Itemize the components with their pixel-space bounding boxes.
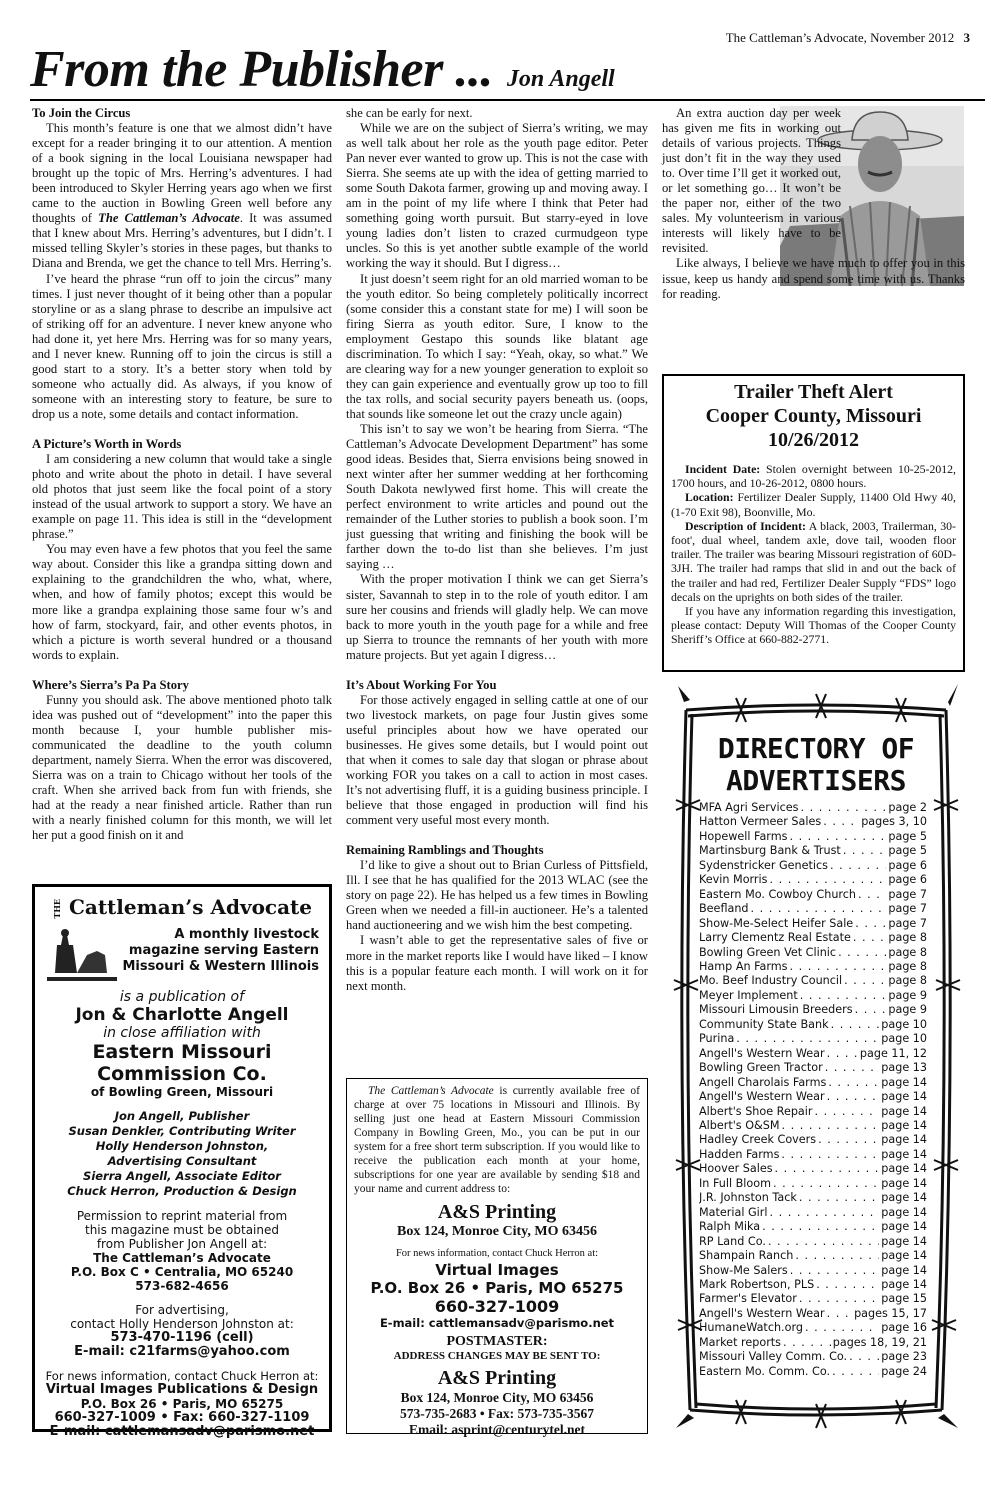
advertiser-name: Eastern Mo. Cowboy Church [699,887,857,901]
directory-list [699,801,927,1379]
advertiser-name: Material Girl [699,1205,768,1219]
leader-dots [827,1047,858,1061]
advertiser-name: Angell's Western Wear [699,1090,825,1104]
advertiser-page: page 2 [888,801,927,814]
directory-entry [699,1003,927,1017]
advertiser-page: page 7 [888,887,927,901]
section-heading: A Picture’s Worth in Words [32,436,182,451]
leader-dots [827,1307,852,1321]
advertiser-name: Hopewell Farms [699,829,788,843]
advertiser-name: Hamp An Farms [699,959,788,973]
leader-dots [781,1148,879,1162]
publication-line: The Cattleman’s Advocate, November 2012 [725,30,955,45]
paragraph: This isn’t to say we won’t be hearing from Sierra. “The Cattleman’s Advocate Development Department” has some good ideas. Besides that, Sierra envisions being snowed in next winter after her summer wedding at her forthcoming South Dakota newlywed first home. This will create the perfect environment to write articles and pound out the remainder of the Luther stories to publish a book soon. I’m just guessing that writing and finishing the book will be farther down the to-do list than she believes. I’m just saying … [346,421,648,572]
column-2 [346,106,648,994]
directory-entry [699,1365,927,1379]
tagline: A monthly livestock magazine serving Eastern Missouri & Western Illinois [122,927,319,974]
advertiser-name: Sydenstricker Genetics [699,858,828,872]
directory-entry [699,844,927,858]
leader-dots [831,1018,880,1032]
directory-entry [699,830,927,844]
printer-phone-2: 573-735-2683 • Fax: 573-735-3567 [399,1406,595,1421]
leader-dots [799,1191,879,1205]
directory-entry [699,1307,927,1321]
directory-entry [699,1206,927,1220]
advertiser-name: In Full Bloom [699,1176,772,1190]
advertiser-name: Show-Me Salers [699,1263,788,1277]
advertiser-name: Mo. Beef Industry Council [699,974,843,988]
leader-dots [805,1321,879,1335]
page-title: From the Publisher ... [30,41,493,98]
advertiser-name: Hatton Vermeer Sales [699,815,822,829]
paragraph: You may even have a few photos that you feel the same way about. Consider this like a grandpa sitting down and explaining to the grandchildren the who, what, where, when, and how of family photos; except this would be more like a grandpa explaining those same four w’s and how of farm, stockyard, fair, and other events photos, in which a picture is worth several hundred or a thousand words to explain. [32,542,332,662]
advertiser-page: page 9 [888,1003,927,1017]
advertiser-name: Community State Bank [699,1017,829,1031]
directory-entry [699,917,927,931]
advertiser-page: page 14 [881,1277,927,1291]
cowboy-silhouette-icon [47,925,117,981]
advertiser-page: page 14 [881,1075,927,1089]
advertiser-page: pages 15, 17 [854,1306,927,1320]
directory-entry [699,1278,927,1292]
subscription-text: The Cattleman’s Advocate is currently available free of charge at over 75 locations in Missouri and Illinois. By selling just one head at Eastern Missouri Commission Company in Bowling Green, Mo., you can be put in our system for a free short term subscription. If you would like to receive the publication each month at your home, subscriptions for one year are available by sending $18 and your name and current address to: [354,1085,640,1195]
leader-dots [855,1003,887,1017]
advertiser-page: page 7 [888,902,927,916]
leader-dots [849,1350,879,1364]
paragraph: An extra auction day per week has given me fits in working out details of various projects. Things just don’t fit in the way they used to. Over time I’ll get it worked out, or let something go… It won’t be the paper nor, either of the two sales. My volunteerism in various interests will likely have to be revisited. [662,106,841,256]
leader-dots [844,974,886,988]
incident-date: Incident Date: Stolen overnight between 10-25-2012, 1700 hours, and 10-26-2012, 0800 hours. [671,462,956,491]
advertiser-name: Angell's Western Wear [699,1306,825,1320]
directory-entry [699,1220,927,1234]
leader-dots [789,830,886,844]
paragraph: It just doesn’t seem right for an old married woman to be the youth editor. So being completely politically incorrect (some consider this a constant state for me) I will soon be firing Sierra as youth editor. Sure, I know to the employment Gestapo this sounds like blatant age discrimination. To which I say: “Yeah, okay, so what.” We are clearing way for a new younger generation to exploit so they can gain experience and eventually grow up too to fill the tax rolls, and social security payers beneath us. (oops, that sounds like someone let out the crazy uncle again) [346,271,648,421]
printer-name: A&S Printing [437,1201,557,1223]
masthead [30,42,970,98]
advertiser-name: Show-Me-Select Heifer Sale [699,916,854,930]
advertiser-page: page 9 [888,988,927,1002]
paragraph: While we are on the subject of Sierra’s writing, we may as well talk about her role as the youth page editor. Peter Pan never ever wanted to grow up. This is not the case with Sierra. She seems ate up with the idea of getting married to some South Dakota farmer, growing up and moving away. I am in the point of my life where I think that Peter had something going worth pursuit. But starry-eyed in love young ladies don’t listen to crazed curmudgeon type uncles. So this is yet another subtle example of the world working the way it should. But I digress… [346,121,648,271]
byline: Jon Angell [506,66,615,92]
directory-entry [699,931,927,945]
leader-dots [832,1365,879,1379]
advertiser-name: Eastern Mo. Comm. Co. [699,1364,831,1378]
section-heading: It’s About Working For You [346,677,497,692]
advertiser-page: page 14 [881,1191,927,1205]
leader-dots [838,946,886,960]
printer-address-2: Box 124, Monroe City, MO 63456 [400,1390,594,1405]
advertiser-page: page 14 [881,1205,927,1219]
advertiser-page: pages 3, 10 [861,815,927,829]
advertiser-name: MFA Agri Services [699,801,799,814]
leader-dots [828,1076,879,1090]
directory-entry [699,1162,927,1176]
leader-dots [769,873,886,887]
advertiser-name: HumaneWatch.org [699,1321,803,1335]
advertiser-page: page 10 [881,1032,927,1046]
leader-dots [770,1206,880,1220]
paragraph: With the proper motivation I think we can get Sierra’s sister, Savannah to step in to the role of youth editor. I am sure her cousins and friends will gladly help. We can move back to more youth in the youth page for a while and free up Sierra to trounce the remnants of her youth with more mature projects. But yet again I digress… [346,572,648,662]
leader-dots [751,902,887,916]
advertiser-name: Bowling Green Vet Clinic [699,945,837,959]
alert-title: Trailer Theft Alert Cooper County, Missouri 10/26/2012 [705,381,922,451]
incident-description: Description of Incident: A black, 2003, Trailerman, 30-foot', dual wheel, tandem axle, dove tail, wooden floor trailer. The trailer was bearing Missouri registration of 60D-3JH. The trailer had ramps that slid in and out the back of the trailer and had red, Fertilizer Dealer Supply “FDS” logo decals on the uprights on both sides of the trailer. [671,518,956,604]
leader-dots [795,1249,879,1263]
advertiser-name: J.R. Johnston Tack [699,1191,797,1205]
advertiser-name: Larry Clementz Real Estate [699,931,851,945]
directory-entry [699,1119,927,1133]
advertiser-name: Hadden Farms [699,1147,780,1161]
leader-dots [781,1119,879,1133]
advertiser-page: page 8 [888,945,927,959]
paragraph: Funny you should ask. The above mentioned photo talk idea was pushed out of “development” into the paper this month because I, your humble publisher mis-communicated the deadline to the youth column department, namely Sierra. When the error was discovered, Sierra was on a train to Chicago without her tools of the craft. When she arrived back from fun with friends, she had at the ready a near finished article. Rather than run with a nearly finished column for this month, we will let her put a good finish on it and [32,692,332,843]
section-heading: Remaining Ramblings and Thoughts [346,843,544,858]
cattlemans-advocate-logo: THE Cattleman’s Advocate [51,895,313,919]
advertiser-name: Farmer's Elevator [699,1292,797,1306]
leader-dots [800,801,886,815]
leader-dots [855,917,886,931]
advertiser-name: Missouri Limousin Breeders [699,1003,853,1017]
directory-entry [699,1148,927,1162]
commission-name: Eastern Missouri Commission Co. [92,1041,272,1085]
advertiser-page: page 14 [881,1220,927,1234]
trailer-theft-alert [662,374,965,672]
advertiser-page: page 14 [881,1249,927,1263]
directory-entry [699,1177,927,1191]
directory-entry [699,974,927,988]
leader-dots [843,844,887,858]
incident-contact: If you have any information regarding this investigation, please contact: Deputy Will Thomas of the Cooper County Sheriff’s Office at 660-882-2771. [671,604,956,647]
advertiser-page: page 5 [888,844,927,858]
directory-entry [699,1336,927,1350]
directory-entry [699,1047,927,1061]
leader-dots [800,989,887,1003]
advertiser-page: page 24 [881,1364,927,1378]
advertiser-name: Martinsburg Bank & Trust [699,844,841,858]
advertiser-name: Hoover Sales [699,1162,773,1176]
advertising-contact: For advertising, contact Holly Henderson Johnston at: 573-470-1196 (cell) E-mail: c21farms@yahoo.com [70,1303,294,1359]
leader-dots [853,931,887,945]
advertiser-page: page 8 [888,974,927,988]
advertiser-page: page 6 [888,858,927,872]
affiliation-label: in close affiliation with [103,1025,261,1041]
advertiser-name: Kevin Morris [699,873,768,887]
directory-entry [699,1076,927,1090]
advertiser-page: page 14 [881,1263,927,1277]
subscription-info-box [346,1078,648,1437]
leader-dots [775,1162,880,1176]
advertiser-name: Albert's O&SM [699,1118,780,1132]
directory-entry [699,859,927,873]
news-contact: For news information, contact Chuck Herron at: Virtual Images Publications & Design P.O. Box 26 • Paris, MO 65275 660-327-1009 • Fax: 660-327-1109 E-mail: cattlemansadv@parismo.net [45,1369,319,1439]
directory-entry [699,1249,927,1263]
advertiser-name: Beefland [699,902,749,916]
advertiser-page: page 16 [881,1321,927,1335]
advertiser-page: page 8 [888,931,927,945]
advertiser-name: Purina [699,1032,735,1046]
postmaster-note: ADDRESS CHANGES MAY BE SENT TO: [393,1350,601,1362]
leader-dots [816,1278,879,1292]
advertiser-page: page 14 [881,1090,927,1104]
directory-entry [699,888,927,902]
owners: Jon & Charlotte Angell [75,1005,289,1025]
advertiser-name: Bowling Green Tractor [699,1061,823,1075]
directory-entry [699,815,927,829]
advertiser-page: page 13 [881,1061,927,1075]
news-note: For news information, contact Chuck Herron at: [395,1248,599,1259]
leader-dots [768,1235,879,1249]
leader-dots [773,1177,879,1191]
advertiser-name: Mark Robertson, PLS [699,1277,815,1291]
paragraph: Like always, I believe we have much to offer you in this issue, keep us handy and spend some time with us. Thanks for reading. [662,256,965,301]
advertiser-page: page 11, 12 [859,1046,927,1060]
section-heading: To Join the Circus [32,106,131,120]
leader-dots [858,888,886,902]
paragraph: I wasn’t able to get the representative sales of five or more in the market reports like I would have liked – I know this is a popular feature each month. I will work on it for next month. [346,933,648,993]
advertiser-page: page 7 [888,916,927,930]
advertiser-page: page 14 [881,1147,927,1161]
leader-dots [815,1105,880,1119]
advertiser-page: page 8 [888,959,927,973]
leader-dots [825,1061,880,1075]
directory-entry [699,801,927,815]
advertiser-page: page 14 [881,1133,927,1147]
paragraph: she can be early for next. [346,106,473,120]
directory-entry [699,946,927,960]
advertiser-name: Angell's Western Wear [699,1046,825,1060]
advertiser-page: page 14 [881,1162,927,1176]
directory-entry [699,1350,927,1364]
advertiser-name: Albert's Shoe Repair [699,1104,813,1118]
paragraph: I am considering a new column that would take a single photo and write about the photo in detail. I have several old photos that just seem like the focal point of a story instead of the usual artwork to support a story. We have an example on page 11. This idea is still in the “development phrase.” [32,452,332,542]
advertiser-name: Shampain Ranch [699,1249,794,1263]
directory-entry [699,1235,927,1249]
directory-entry [699,1292,927,1306]
paragraph: I’d like to give a shout out to Brian Curless of Pittsfield, Ill. I see that he has qualified for the 2013 WLAC (see the story on page 22). He has helped us a few times in Bowling Green when we needed a fill-in auctioneer. He’s a talented hand auctioneering and we wish him the best competing. [346,858,648,933]
directory-entry [699,1191,927,1205]
section-heading: Where’s Sierra’s Pa Pa Story [32,677,189,692]
directory-entry [699,1018,927,1032]
advertiser-name: Angell Charolais Farms [699,1075,827,1089]
advertiser-name: Meyer Implement [699,988,798,1002]
directory-entry [699,1032,927,1046]
staff-list: Jon Angell, Publisher Susan Denkler, Contributing Writer Holly Henderson Johnston, Advertising Consultant Sierra Angell, Associate Editor Chuck Herron, Production & Design [67,1109,297,1198]
directory-entry [699,902,927,916]
page-number: 3 [963,30,970,45]
leader-dots [762,1220,879,1234]
directory-entry [699,1105,927,1119]
incident-location: Location: Fertilizer Dealer Supply, 11400 Old Hwy 40, (1-70 Exit 98), Boonville, Mo. [671,490,956,519]
directory-entry [699,1090,927,1104]
advertiser-name: Ralph Mika [699,1220,761,1234]
advertiser-page: page 10 [881,1017,927,1031]
leader-dots [818,1133,879,1147]
directory-entry [699,1061,927,1075]
advertiser-page: page 23 [881,1350,927,1364]
leader-dots [790,1264,880,1278]
reprint-permission: Permission to reprint material from this magazine must be obtained from Publisher Jon Angell at: The Cattleman’s Advocate P.O. Box C • Centralia, MO 65240 573-682-4656 [70,1209,294,1293]
advertiser-page: page 14 [881,1176,927,1190]
advertiser-page: page 5 [888,829,927,843]
advertiser-name: Missouri Valley Comm. Co. [699,1350,848,1364]
leader-dots [783,1336,831,1350]
directory-entry [699,1133,927,1147]
leader-dots [736,1032,879,1046]
advertiser-page: page 6 [888,873,927,887]
advertiser-page: pages 18, 19, 21 [832,1335,927,1349]
paragraph: I’ve heard the phrase “run off to join the circus” many times. I just never thought of it being other than a popular storyline or as a slang phrase to describe an impulsive act of striking off for an adventure. I never knew anyone who had done it, yet here Mrs. Herring was for so many years, and I never knew. Running off to join the circus is still a good start to a story. It’s a better story when told by someone who actually did. As always, if you know of someone with an interesting story to feature, be sure to drop us a note, some details and contact information. [32,271,332,421]
leader-dots [790,960,887,974]
virtual-images-email: E-mail: cattlemansadv@parismo.net [379,1316,615,1330]
masthead-rule [30,99,985,101]
directory-entry [699,1321,927,1335]
printer-name-2: A&S Printing [437,1367,557,1389]
postmaster-label: POSTMASTER: [446,1334,548,1349]
advertiser-page: page 14 [881,1104,927,1118]
commission-location: of Bowling Green, Missouri [90,1085,274,1099]
printer-address: Box 124, Monroe City, MO 63456 [396,1224,597,1239]
publication-info-box [32,884,332,1439]
advertiser-page: page 14 [881,1234,927,1248]
paragraph: For those actively engaged in selling cattle at one of our two livestock markets, on page four Justin gives some useful principles about how we have operated our businesses. He gives some details, but I would point out that when it comes to sale day that slogan or phrase about working FOR you takes on a call to action in most cases. It’s not advertising fluff, it is a guiding business principle. I believe that those engaged in production will find his comment very useful most every month. [346,692,648,828]
virtual-images-phone: 660-327-1009 [434,1297,560,1316]
directory-title: DIRECTORY OF ADVERTISERS [717,732,915,797]
advertiser-name: RP Land Co. [699,1234,766,1248]
advertiser-name: Hadley Creek Covers [699,1133,817,1147]
paragraph: This month’s feature is one that we almost didn’t have except for a reader bringing it to our attention. A mention of a book signing in the local Louisiana newspaper had brought up the topic of Mrs. Herring’s adventures. I had been introduced to Skyler Herring years ago when we first came to the auction in Bowling Green well before any thoughts of The Cattleman’s Advocate. It was assumed that I knew about Mrs. Herring’s adventures, but I didn’t. I missed telling Skyler’s stories in these pages, but thanks to Diana and Brenda, we get the chance to tell Mrs. Herring’s. [32,121,333,271]
leader-dots [799,1292,879,1306]
advertiser-page: page 14 [881,1118,927,1132]
directory-entry [699,989,927,1003]
leader-dots [830,859,886,873]
column-1 [32,106,332,843]
leader-dots [823,815,859,829]
printer-email-2: Email: asprint@centurytel.net [408,1422,586,1437]
column-3 [662,106,965,302]
virtual-images-name: Virtual Images [435,1261,559,1279]
virtual-images-address: P.O. Box 26 • Paris, MO 65275 [370,1279,624,1297]
advertiser-page: page 15 [881,1292,927,1306]
publication-of-label: is a publication of [119,989,245,1005]
directory-entry [699,1264,927,1278]
advertiser-name: Market reports [699,1335,782,1349]
directory-entry [699,960,927,974]
directory-entry [699,873,927,887]
leader-dots [827,1090,880,1104]
